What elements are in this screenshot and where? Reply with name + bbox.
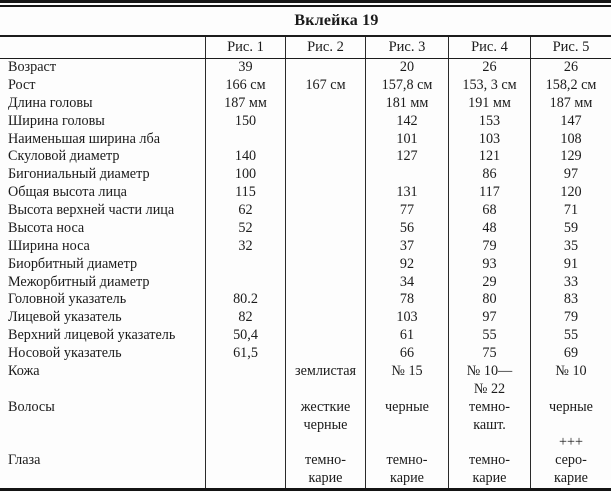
table-cell <box>205 381 285 399</box>
table-cell <box>285 184 365 202</box>
table-cell <box>285 345 365 363</box>
table-cell: 33 <box>530 274 611 292</box>
table-cell: черные <box>365 399 448 417</box>
table-cell: темно- <box>365 452 448 470</box>
row-label: Высота носа <box>8 219 85 236</box>
table-cell: № 10 <box>530 363 611 381</box>
table-cell: 59 <box>530 220 611 238</box>
table-row <box>0 59 611 77</box>
row-label: Высота верхней части лица <box>8 202 175 218</box>
header-corner-cell <box>0 37 205 58</box>
table-cell: 142 <box>365 113 448 131</box>
table-cell: 140 <box>205 148 285 166</box>
table-cell <box>285 238 365 256</box>
table-cell <box>205 363 285 381</box>
table-cell: 157,8 см <box>365 77 448 95</box>
table-cell: карие <box>365 470 448 488</box>
table-cell: 187 мм <box>205 95 285 113</box>
table-cell: 66 <box>365 345 448 363</box>
row-label: Межорбитный диаметр <box>8 273 150 290</box>
table-cell: жесткие <box>285 399 365 417</box>
table-row <box>0 399 611 417</box>
table-cell <box>285 220 365 238</box>
table-cell: 75 <box>448 345 530 363</box>
table-row <box>0 274 611 292</box>
table-row <box>0 238 611 256</box>
table-cell: серо- <box>530 452 611 470</box>
table-cell: черные <box>285 417 365 435</box>
row-label: Общая высота лица <box>8 184 127 201</box>
table-cell: 181 мм <box>365 95 448 113</box>
table-row <box>0 309 611 327</box>
table-row <box>0 470 611 488</box>
table-row <box>0 417 611 435</box>
table-cell: 117 <box>448 184 530 202</box>
table-cell <box>285 309 365 327</box>
column-header: Рис. 2 <box>285 37 365 58</box>
table-cell <box>285 113 365 131</box>
row-label: Ширина головы <box>8 112 105 129</box>
table-cell: 55 <box>448 327 530 345</box>
table-cell <box>285 291 365 309</box>
table-body <box>0 59 611 488</box>
table-cell <box>448 434 530 452</box>
table-cell: 77 <box>365 202 448 220</box>
table-cell <box>205 470 285 488</box>
row-label: Лицевой указатель <box>8 309 122 326</box>
table-cell: 103 <box>448 131 530 149</box>
row-label: Возраст <box>8 59 57 75</box>
row-label <box>0 434 205 452</box>
table-cell: 26 <box>530 59 611 77</box>
table-cell <box>285 202 365 220</box>
table-cell: 115 <box>205 184 285 202</box>
table-cell: 147 <box>530 113 611 131</box>
row-label: Ширина носа <box>8 237 90 254</box>
row-label <box>0 381 205 399</box>
table-cell <box>205 434 285 452</box>
table-title: Вклейка 19 <box>294 12 379 29</box>
table-cell: карие <box>285 470 365 488</box>
table-cell <box>530 417 611 435</box>
table-cell: темно- <box>448 452 530 470</box>
table-cell: 166 см <box>205 77 285 95</box>
table-row <box>0 113 611 131</box>
table-cell: 120 <box>530 184 611 202</box>
table-row <box>0 434 611 452</box>
row-label <box>0 417 205 435</box>
table-cell: 50,4 <box>205 327 285 345</box>
table-cell: № 22 <box>448 381 530 399</box>
table-cell: 131 <box>365 184 448 202</box>
table-cell: № 10— <box>448 363 530 381</box>
table-cell: 69 <box>530 345 611 363</box>
table-cell: 191 мм <box>448 95 530 113</box>
column-header: Рис. 5 <box>530 37 611 58</box>
table-cell <box>285 148 365 166</box>
table-cell: 20 <box>365 59 448 77</box>
table-cell: № 15 <box>365 363 448 381</box>
table-cell: 80.2 <box>205 291 285 309</box>
table-cell <box>285 59 365 77</box>
row-label: Рост <box>8 76 36 93</box>
table-row <box>0 166 611 184</box>
table-cell: карие <box>448 470 530 488</box>
column-header: Рис. 3 <box>365 37 448 58</box>
table-cell: 158,2 см <box>530 77 611 95</box>
table-cell: кашт. <box>448 417 530 435</box>
table-cell: 92 <box>365 256 448 274</box>
table-cell <box>285 327 365 345</box>
column-header: Рис. 1 <box>205 37 285 58</box>
table-cell: 71 <box>530 202 611 220</box>
table-cell: темно- <box>285 452 365 470</box>
row-label <box>0 470 205 488</box>
table-row <box>0 184 611 202</box>
table-cell: черные <box>530 399 611 417</box>
table-cell <box>285 256 365 274</box>
table-cell: темно- <box>448 399 530 417</box>
table-row <box>0 452 611 470</box>
table-cell: 52 <box>205 220 285 238</box>
table-cell <box>285 131 365 149</box>
row-label: Волосы <box>8 398 55 415</box>
table-cell: 91 <box>530 256 611 274</box>
row-label: Кожа <box>8 362 40 379</box>
table-cell <box>285 166 365 184</box>
table-row <box>0 345 611 363</box>
table-row <box>0 95 611 113</box>
table-cell: 153 <box>448 113 530 131</box>
table-row <box>0 77 611 95</box>
table-cell: 153, 3 см <box>448 77 530 95</box>
table-cell: 80 <box>448 291 530 309</box>
table-cell: 129 <box>530 148 611 166</box>
table-row <box>0 363 611 381</box>
table-row <box>0 256 611 274</box>
table-cell <box>205 452 285 470</box>
table-cell: 79 <box>530 309 611 327</box>
column-header: Рис. 4 <box>448 37 530 58</box>
table-cell <box>205 131 285 149</box>
table-cell: 34 <box>365 274 448 292</box>
row-label: Верхний лицевой указатель <box>8 327 176 344</box>
table-cell: 68 <box>448 202 530 220</box>
table-cell: 37 <box>365 238 448 256</box>
table-cell: 32 <box>205 238 285 256</box>
table-cell: 100 <box>205 166 285 184</box>
table-row <box>0 327 611 345</box>
table-cell: 97 <box>448 309 530 327</box>
table-cell: карие <box>530 470 611 488</box>
table-cell: 62 <box>205 202 285 220</box>
table-cell: 101 <box>365 131 448 149</box>
table-row <box>0 291 611 309</box>
table-cell <box>205 399 285 417</box>
table-row <box>0 220 611 238</box>
row-label: Скуловой диаметр <box>8 148 120 165</box>
table-cell: 55 <box>530 327 611 345</box>
top-double-rule <box>0 0 611 7</box>
table-cell: 83 <box>530 291 611 309</box>
table-cell: 103 <box>365 309 448 327</box>
table-cell: 61 <box>365 327 448 345</box>
table-row <box>0 202 611 220</box>
row-label: Головной указатель <box>8 291 127 308</box>
table-cell: 127 <box>365 148 448 166</box>
table-cell: 78 <box>365 291 448 309</box>
table-cell: 150 <box>205 113 285 131</box>
table-cell: +++ <box>530 434 611 452</box>
table-cell: 121 <box>448 148 530 166</box>
row-label: Биорбитный диаметр <box>8 255 138 272</box>
table-header-row <box>0 37 611 58</box>
table-cell: 79 <box>448 238 530 256</box>
table-cell <box>285 95 365 113</box>
row-label: Длина головы <box>8 94 93 111</box>
table-cell: 93 <box>448 256 530 274</box>
table-cell: 39 <box>205 59 285 77</box>
row-label: Носовой указатель <box>8 345 122 361</box>
table-cell: 35 <box>530 238 611 256</box>
row-label: Бигониальный диаметр <box>8 166 150 183</box>
table-cell: 167 см <box>285 77 365 95</box>
table-cell: 82 <box>205 309 285 327</box>
table-cell: 86 <box>448 166 530 184</box>
row-label: Глаза <box>8 452 41 469</box>
table-cell: 26 <box>448 59 530 77</box>
table-row <box>0 131 611 149</box>
table-cell <box>285 381 365 399</box>
table-cell <box>285 274 365 292</box>
table-cell <box>365 417 448 435</box>
table-cell: 187 мм <box>530 95 611 113</box>
bottom-rule <box>0 488 611 491</box>
table-cell <box>205 417 285 435</box>
table-cell <box>365 434 448 452</box>
table-cell: 56 <box>365 220 448 238</box>
table-cell: 108 <box>530 131 611 149</box>
row-label: Наименьшая ширина лба <box>8 130 161 147</box>
table-cell <box>365 381 448 399</box>
table-row <box>0 381 611 399</box>
table-cell: 97 <box>530 166 611 184</box>
table-cell: 29 <box>448 274 530 292</box>
table-cell: 61,5 <box>205 345 285 363</box>
table-cell <box>530 381 611 399</box>
table-cell <box>205 274 285 292</box>
table-cell <box>285 434 365 452</box>
table-cell: землистая <box>285 363 365 381</box>
table-row <box>0 148 611 166</box>
table-cell <box>205 256 285 274</box>
table-cell: 48 <box>448 220 530 238</box>
table-cell <box>365 166 448 184</box>
